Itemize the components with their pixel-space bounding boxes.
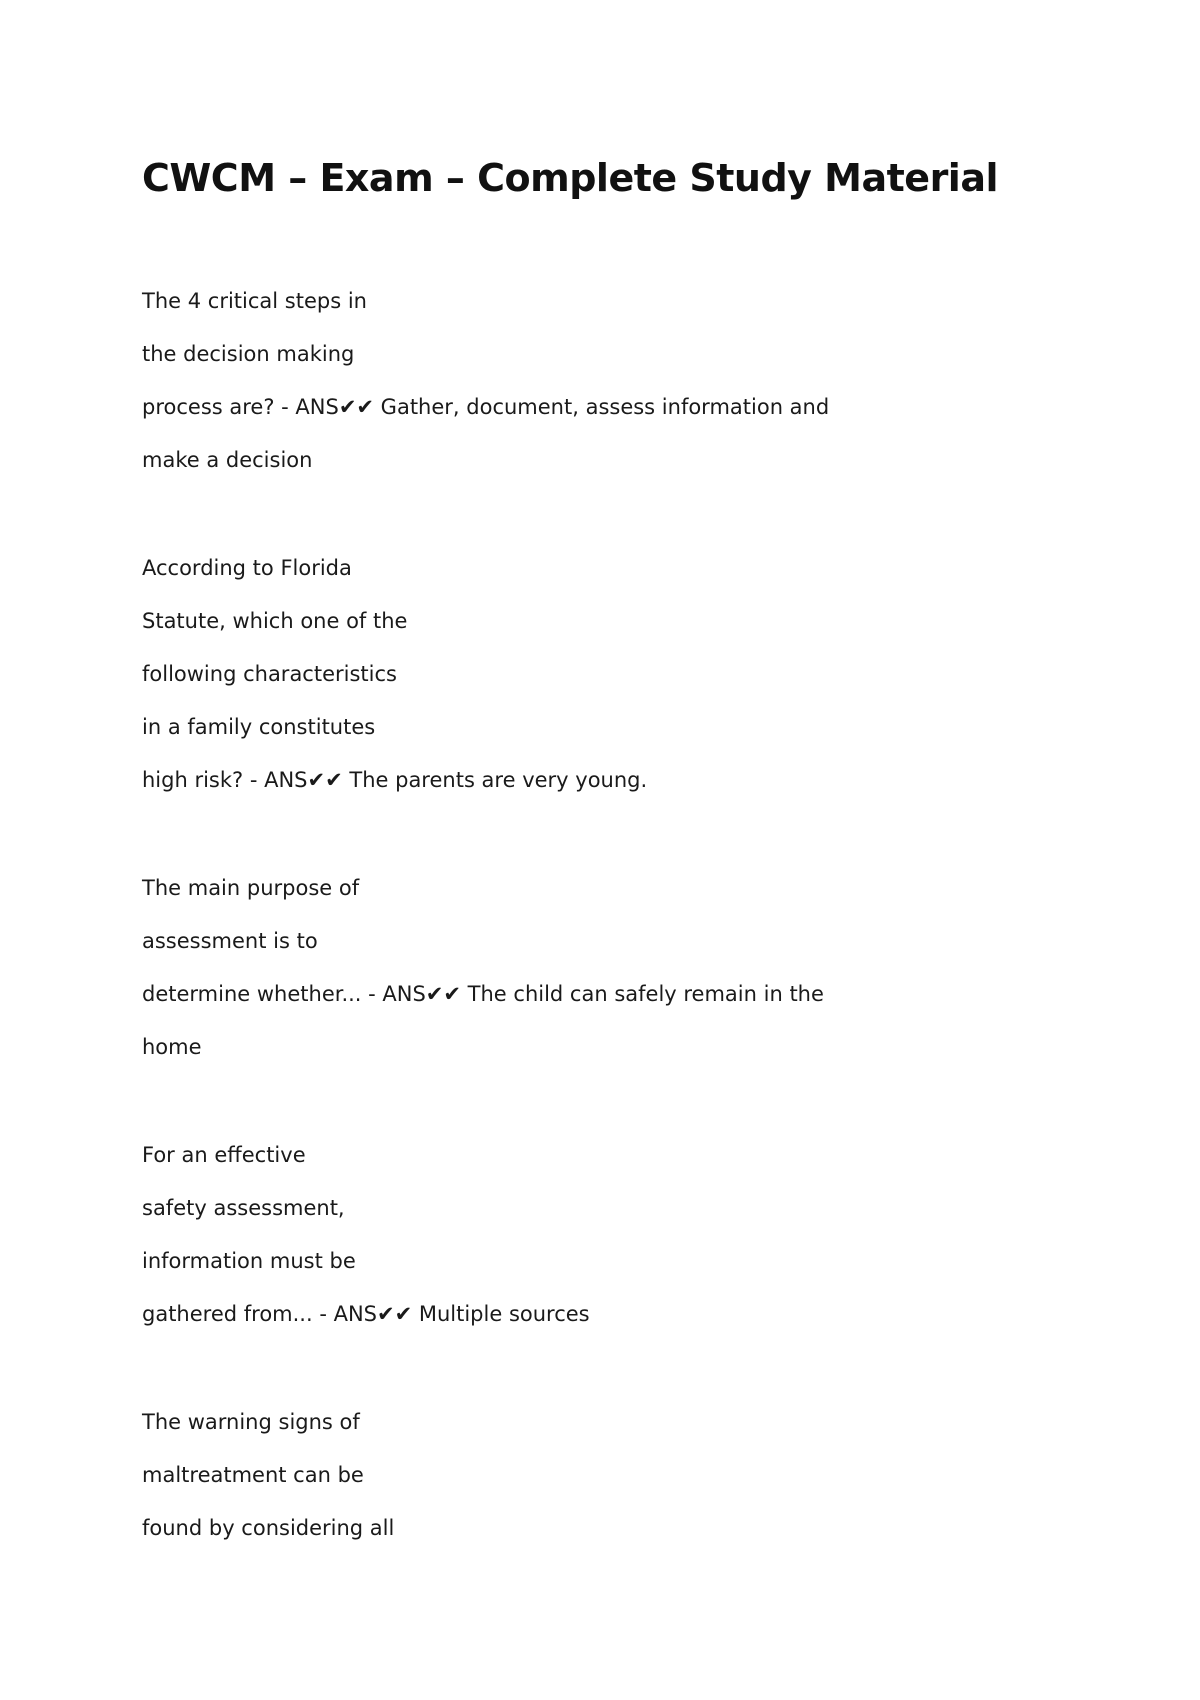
question-line: assessment is to <box>142 929 318 953</box>
question-line: For an effective <box>142 1143 306 1167</box>
question-line: Statute, which one of the <box>142 609 408 633</box>
answer-line: make a decision <box>142 448 313 472</box>
question-line: found by considering all <box>142 1516 395 1540</box>
question-block <box>142 1396 1042 1555</box>
question-answer-line: gathered from... - ANS✔✔ Multiple sources <box>142 1302 590 1326</box>
question-line: following characteristics <box>142 662 397 686</box>
question-line: safety assessment, <box>142 1196 345 1220</box>
question-line: The 4 critical steps in <box>142 289 367 313</box>
question-block <box>142 275 1042 487</box>
question-line: in a family constitutes <box>142 715 376 739</box>
question-block <box>142 862 1042 1074</box>
question-line: The main purpose of <box>142 876 360 900</box>
question-answer-line: determine whether... - ANS✔✔ The child can safely remain in the <box>142 982 824 1006</box>
question-line: the decision making <box>142 342 355 366</box>
question-answer-line: process are? - ANS✔✔ Gather, document, assess information and <box>142 395 830 419</box>
question-line: information must be <box>142 1249 356 1273</box>
question-answer-line: high risk? - ANS✔✔ The parents are very young. <box>142 768 648 792</box>
document-title: CWCM – Exam – Complete Study Material <box>142 156 999 200</box>
answer-line: home <box>142 1035 202 1059</box>
question-line: maltreatment can be <box>142 1463 364 1487</box>
question-block <box>142 542 1042 807</box>
question-block <box>142 1129 1042 1341</box>
question-line: The warning signs of <box>142 1410 360 1434</box>
question-line: According to Florida <box>142 556 352 580</box>
